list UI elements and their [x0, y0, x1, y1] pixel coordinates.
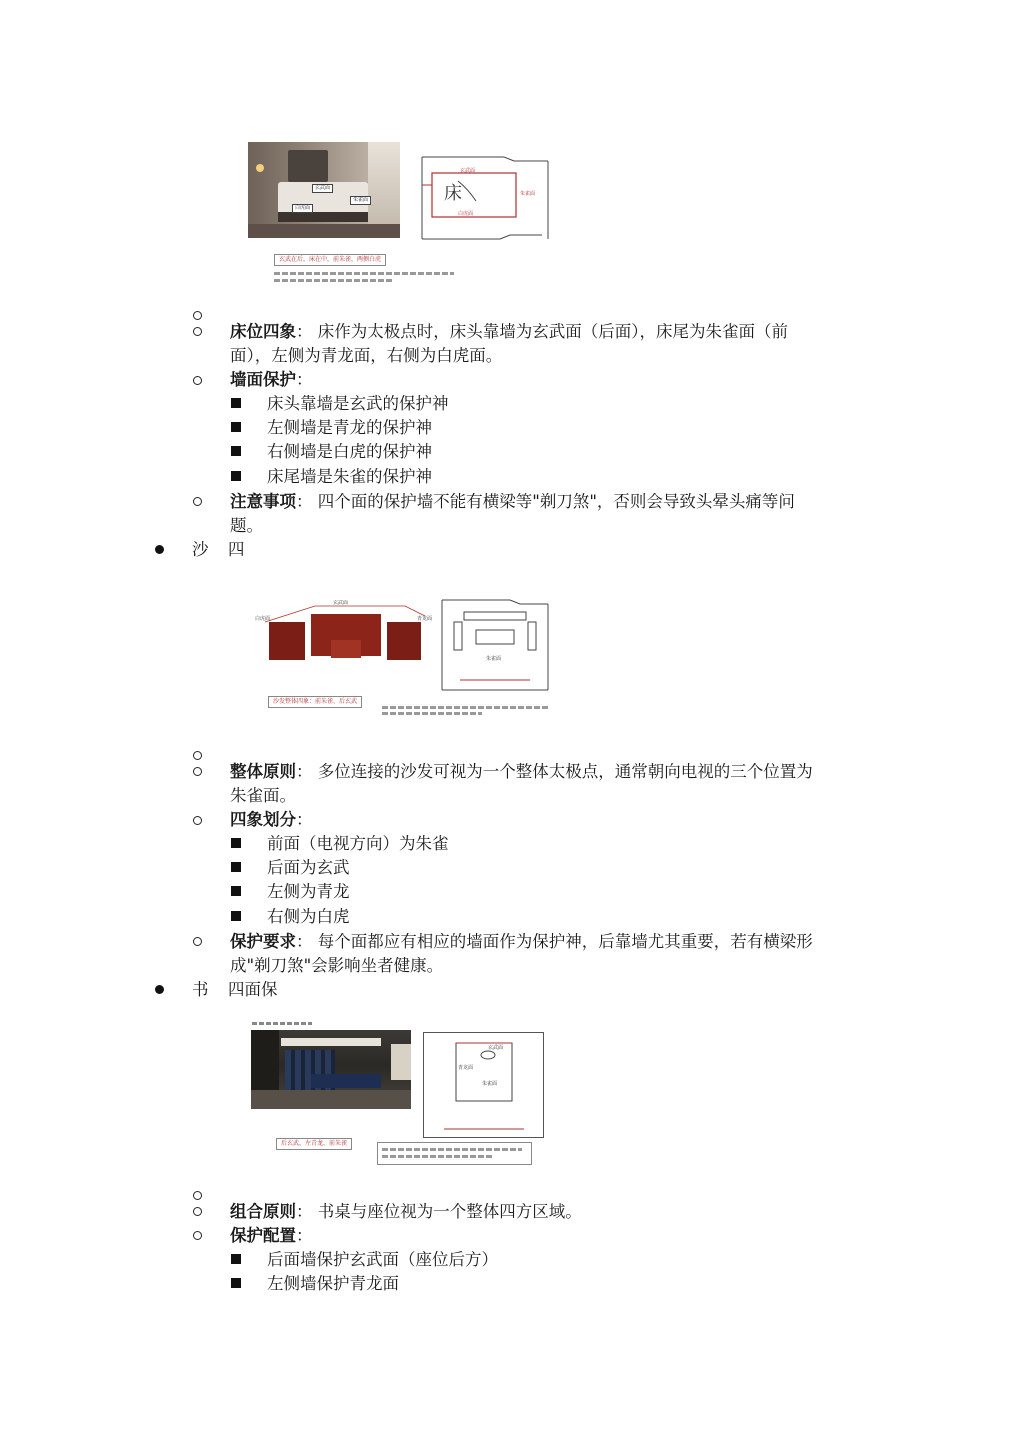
- sub-item: 左侧墙保护青龙面: [267, 1274, 399, 1293]
- bed-diagram: [418, 155, 552, 241]
- sub-item: 后面墙保护玄武面（座位后方）: [267, 1250, 498, 1269]
- bullet-marker: [193, 767, 202, 776]
- sub-item: 左侧墙是青龙的保护神: [267, 418, 432, 437]
- square-bullet: [231, 446, 241, 456]
- item-text-cont: 朱雀面。: [230, 786, 296, 805]
- item-text-cont: 题。: [230, 516, 263, 535]
- sofa-photo-lines: [255, 600, 435, 670]
- diagram-label: 玄武面: [488, 1045, 504, 1051]
- bed-char: 床: [444, 183, 462, 204]
- list-item: [230, 760, 813, 784]
- fine-print: [274, 272, 454, 275]
- item-text-cont: 成"剃刀煞"会影响坐者健康。: [230, 956, 444, 975]
- colon: ：: [296, 932, 313, 951]
- diagram-label: 青龙面: [458, 1065, 474, 1071]
- item-term: 组合原则: [230, 1202, 296, 1221]
- square-bullet: [231, 838, 241, 848]
- photo-tag: 朱雀面: [350, 196, 371, 205]
- heading-char: 四: [228, 540, 245, 559]
- bullet-marker: [193, 376, 202, 385]
- bed-diagram-lines: [418, 155, 552, 241]
- square-bullet: [231, 862, 241, 872]
- photo-tag: 青龙面: [417, 616, 433, 622]
- list-item: [230, 808, 313, 832]
- square-bullet: [231, 1278, 241, 1288]
- fine-print: [252, 1022, 312, 1025]
- sub-item: 前面（电视方向）为朱雀: [267, 834, 449, 853]
- bullet-marker: [193, 1207, 202, 1216]
- square-bullet: [231, 1254, 241, 1264]
- diagram-label: 朱雀面: [486, 656, 502, 662]
- photo-tag: 玄武面: [312, 184, 333, 193]
- list-item: [230, 1200, 582, 1224]
- photo-tag: 白虎面: [292, 204, 313, 213]
- sub-item: 床头靠墙是玄武的保护神: [267, 394, 449, 413]
- item-term: 保护要求: [230, 932, 296, 951]
- fine-print-box: [377, 1142, 532, 1165]
- bullet-marker: [193, 937, 202, 946]
- square-bullet: [231, 911, 241, 921]
- list-item: [230, 1224, 313, 1248]
- sofa-photo: [255, 600, 435, 670]
- heading-bullet: [155, 985, 164, 994]
- photo-tag: 白虎面: [255, 616, 271, 622]
- colon: ：: [296, 322, 313, 341]
- item-term: 墙面保护: [230, 370, 296, 389]
- fine-print: [274, 279, 394, 282]
- colon: ：: [296, 1226, 313, 1245]
- bullet-marker: [193, 497, 202, 506]
- item-term: 床位四象: [230, 322, 296, 341]
- item-term: 整体原则: [230, 762, 296, 781]
- empty-bullet: [193, 751, 202, 760]
- fine-print: [382, 712, 482, 715]
- diagram-label: 白虎面: [458, 211, 474, 217]
- sub-item: 左侧为青龙: [267, 882, 350, 901]
- diagram-label: 朱雀面: [482, 1081, 498, 1087]
- square-bullet: [231, 398, 241, 408]
- square-bullet: [231, 422, 241, 432]
- empty-bullet: [193, 1191, 202, 1200]
- bed-photo: [248, 142, 400, 238]
- sub-item: 右侧为白虎: [267, 907, 350, 926]
- list-item: [230, 368, 313, 392]
- bullet-marker: [193, 816, 202, 825]
- sofa-diagram: [440, 598, 550, 692]
- bullet-marker: [193, 327, 202, 336]
- list-item: [230, 320, 788, 344]
- fine-print: [382, 706, 550, 709]
- heading-char: 四面保: [228, 980, 278, 999]
- empty-bullet: [193, 311, 202, 320]
- sofa-figure-caption: 沙发整体四象：前朱雀、后玄武: [268, 696, 362, 708]
- colon: ：: [296, 762, 313, 781]
- diagram-label: 玄武面: [460, 168, 476, 174]
- study-diagram: [423, 1032, 544, 1138]
- study-photo: [251, 1030, 411, 1109]
- item-text: 书桌与座位视为一个整体四方区域。: [317, 1202, 582, 1221]
- study-figure-caption: 后玄武，左青龙，前朱雀: [276, 1138, 352, 1150]
- square-bullet: [231, 886, 241, 896]
- item-term: 保护配置: [230, 1226, 296, 1245]
- bullet-marker: [193, 1231, 202, 1240]
- colon: ：: [296, 492, 313, 511]
- sub-item: 右侧墙是白虎的保护神: [267, 442, 432, 461]
- colon: ：: [296, 1202, 313, 1221]
- item-term: 四象划分: [230, 810, 296, 829]
- item-term: 注意事项: [230, 492, 296, 511]
- diagram-label: 朱雀面: [520, 191, 536, 197]
- item-text: 每个面都应有相应的墙面作为保护神，后靠墙尤其重要，若有横梁形: [317, 932, 813, 951]
- heading-bullet: [155, 545, 164, 554]
- colon: ：: [296, 810, 313, 829]
- heading-char: 沙: [192, 540, 209, 559]
- item-text: 多位连接的沙发可视为一个整体太极点，通常朝向电视的三个位置为: [317, 762, 813, 781]
- item-text-cont: 面），左侧为青龙面，右侧为白虎面。: [230, 346, 503, 365]
- colon: ：: [296, 370, 313, 389]
- sub-item: 床尾墙是朱雀的保护神: [267, 467, 432, 486]
- list-item: [230, 930, 813, 954]
- photo-tag: 玄武面: [333, 600, 349, 606]
- square-bullet: [231, 471, 241, 481]
- item-text: 四个面的保护墙不能有横梁等"剃刀煞"，否则会导致头晕头痛等问: [317, 492, 795, 511]
- list-item: [230, 490, 795, 514]
- bed-figure-caption: 玄武在后，床在中，前朱雀，两侧白虎: [274, 254, 386, 266]
- sub-item: 后面为玄武: [267, 858, 350, 877]
- item-text: 床作为太极点时，床头靠墙为玄武面（后面），床尾为朱雀面（前: [317, 322, 788, 341]
- sofa-diagram-lines: [440, 598, 550, 692]
- heading-char: 书: [192, 980, 209, 999]
